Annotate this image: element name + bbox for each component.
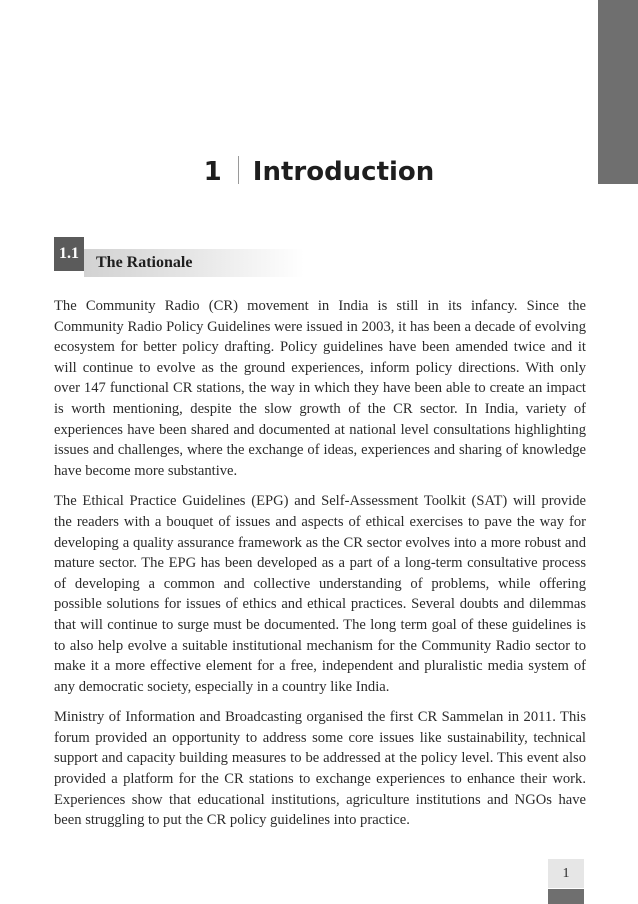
chapter-title: Introduction: [252, 157, 435, 187]
page-footer-tab: [548, 889, 584, 904]
section-title: The Rationale: [96, 254, 193, 271]
section-title-strip: [84, 249, 304, 277]
page-number: 1: [548, 859, 584, 888]
section-heading: [54, 237, 304, 277]
section-number: 1.1: [54, 237, 84, 271]
paragraph-2: The Ethical Practice Guidelines (EPG) and Self-Assessment Toolkit (SAT) will provide the readers with a bouquet of issues and aspects of ethical exercises to pave the way for developing a quality assurance framework as the CR sector evolves into a more robust and mature sector. The EPG has been developed as a part of a long-term consultative process of developing a common and collective understanding of problems, while offering possible solutions for issues of ethics and ethical practices. Several doubts and dilemmas that will continue to surge must be documented. The long term goal of these guidelines is to also help evolve a suitable institutional mechanism for the Community Radio sector to make it a more effective element for a free, independent and pluralistic media system of any democratic society, especially in a country like India.: [54, 493, 586, 695]
body-text: [54, 296, 586, 841]
chapter-separator: [238, 156, 239, 184]
paragraph-1: The Community Radio (CR) movement in India is still in its infancy. Since the Community Radio Policy Guidelines were issued in 2003, it has been a decade of evolving ecosystem for better policy drafting. Policy guidelines have been amended twice and it will continue to evolve as the ground experiences, inform policy directions. With only over 147 functional CR stations, the way in which they have been able to create an impact is worth mentioning, despite the slow growth of the CR sector. In India, variety of experiences have been shared and documented at national level consultations highlighting issues and challenges, where the exchange of ideas, experiences and sharing of knowledge have become more substantive.: [54, 298, 586, 479]
chapter-number: 1: [203, 157, 222, 187]
chapter-heading: [0, 152, 638, 192]
paragraph-3: Ministry of Information and Broadcasting organised the first CR Sammelan in 2011. This forum provided an opportunity to address some core issues like sustainability, technical support and capacity building measures to be addressed at the policy level. This event also provided a platform for the CR stations to exchange experiences to enhance their work. Experiences show that educational institutions, agriculture institutions and NGOs have been struggling to put the CR policy guidelines into practice.: [54, 709, 586, 829]
